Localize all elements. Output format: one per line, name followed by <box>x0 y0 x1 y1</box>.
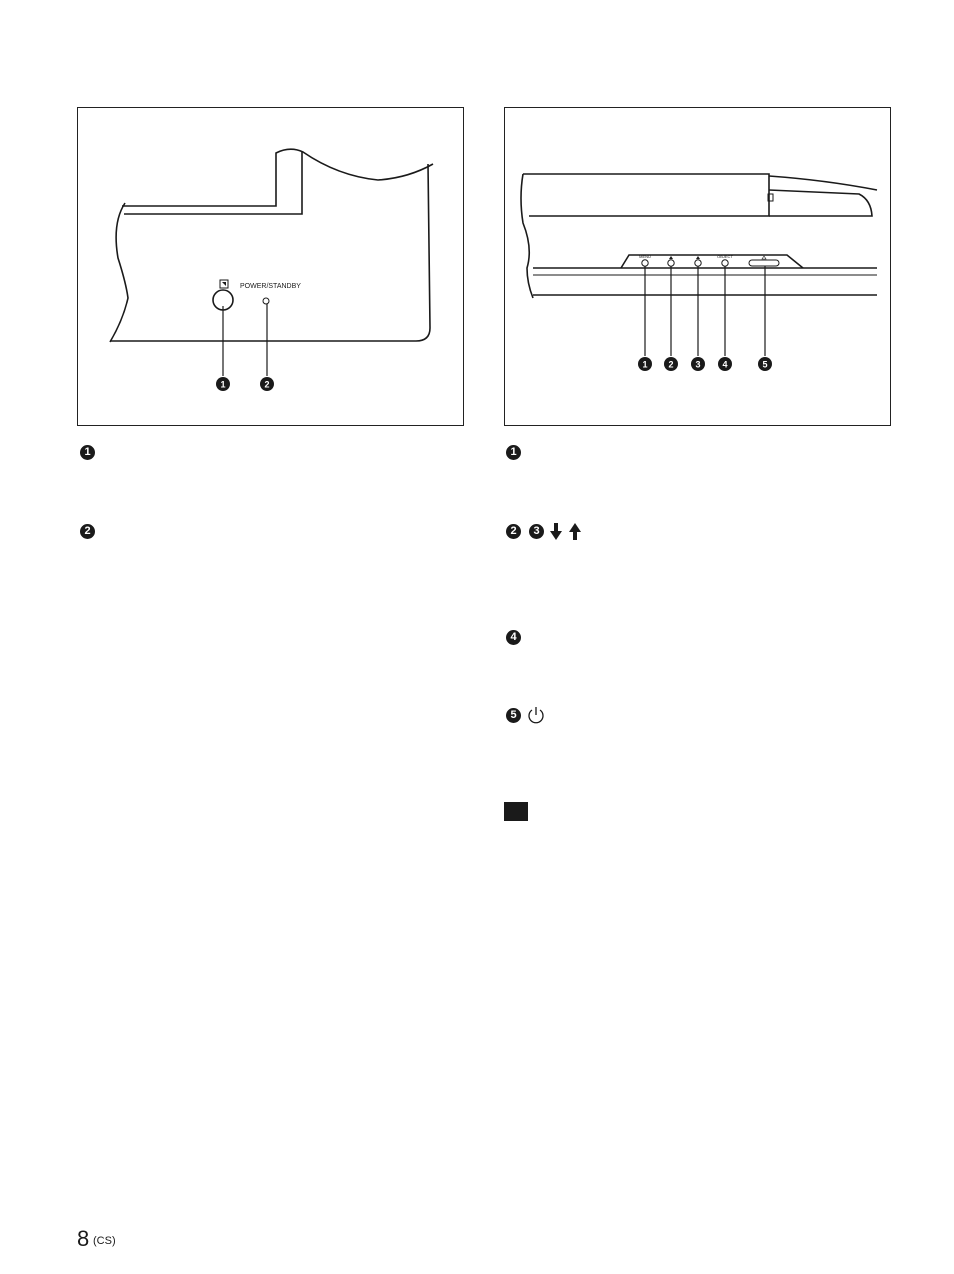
callout-1: 1 <box>220 379 226 390</box>
list-marker-4: 4 <box>506 630 521 645</box>
power-icon <box>527 705 545 725</box>
list-marker-1: 1 <box>80 445 95 460</box>
list-marker-5: 5 <box>506 708 521 723</box>
remote-sensor-icon <box>222 282 226 286</box>
callout-5: 5 <box>762 359 768 370</box>
section-marker-block <box>504 802 528 821</box>
list-marker-2: 2 <box>80 524 95 539</box>
front-panel-illustration <box>78 108 465 427</box>
up-arrow-icon <box>696 256 700 259</box>
down-arrow-icon <box>669 256 673 259</box>
down-arrow-icon <box>549 522 563 541</box>
page-number: 8 <box>77 1226 90 1251</box>
menu-button-label: MENU <box>639 254 651 259</box>
list-marker-3: 3 <box>529 524 544 539</box>
callout-2: 2 <box>264 379 270 390</box>
list-marker-1: 1 <box>506 445 521 460</box>
up-arrow-icon <box>568 522 582 541</box>
callout-2: 2 <box>668 359 674 370</box>
figure-control-buttons <box>504 107 891 426</box>
control-panel-illustration <box>505 108 892 427</box>
object-button-label: OBJECT <box>717 254 733 259</box>
callout-4: 4 <box>722 359 728 370</box>
power-standby-label: POWER/STANDBY <box>240 283 301 290</box>
callout-1: 1 <box>642 359 648 370</box>
figure-front-panel <box>77 107 464 426</box>
power-symbol-small-icon <box>762 256 766 259</box>
callout-3: 3 <box>695 359 701 370</box>
language-code: (CS) <box>93 1235 116 1247</box>
list-marker-2: 2 <box>506 524 521 539</box>
